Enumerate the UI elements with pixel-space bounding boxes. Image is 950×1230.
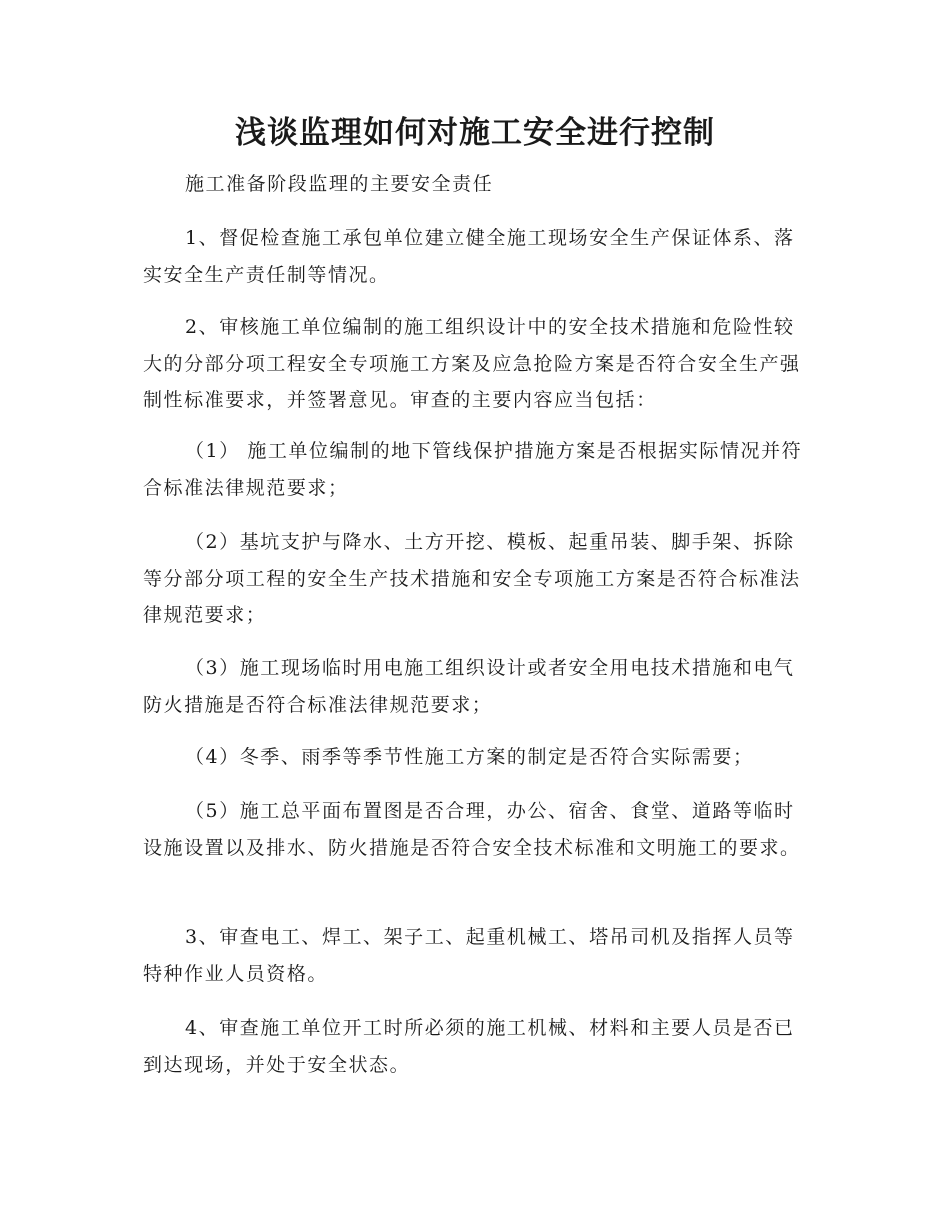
paragraph-3: 3、审查电工、焊工、架子工、起重机械工、塔吊司机及指挥人员等特种作业人员资格。 [143, 926, 795, 985]
paragraph-2-item-4: （4）冬季、雨季等季节性施工方案的制定是否符合实际需要； [185, 746, 754, 768]
paragraph-2: 2、审核施工单位编制的施工组织设计中的安全技术措施和危险性较大的分部分项工程安全专项施工方案及应急抢险方案是否符合安全生产强制性标准要求，并签署意见。审查的主要内容应当包括： [143, 316, 801, 411]
section-heading: 施工准备阶段监理的主要安全责任 [185, 173, 494, 195]
paragraph-1: 1、督促检查施工承包单位建立健全施工现场安全生产保证体系、落实安全生产责任制等情况。 [143, 227, 795, 286]
paragraph-2-item-1: （1） 施工单位编制的地下管线保护措施方案是否根据实际情况并符合标准法律规范要求； [143, 440, 803, 499]
paragraph-4: 4、审查施工单位开工时所必须的施工机械、材料和主要人员是否已到达现场，并处于安全状态。 [143, 1017, 795, 1076]
paragraph-2-item-3: （3）施工现场临时用电施工组织设计或者安全用电技术措施和电气防火措施是否符合标准法律规范要求； [143, 657, 795, 716]
paragraph-2-item-2: （2）基坑支护与降水、土方开挖、模板、起重吊装、脚手架、拆除等分部分项工程的安全生产技术措施和安全专项施工方案是否符合标准法律规范要求； [143, 531, 801, 626]
paragraph-2-item-5: （5）施工总平面布置图是否合理，办公、宿舍、食堂、道路等临时设施设置以及排水、防火措施是否符合安全技术标准和文明施工的要求。 [143, 800, 801, 859]
document-title: 浅谈监理如何对施工安全进行控制 [235, 115, 715, 151]
